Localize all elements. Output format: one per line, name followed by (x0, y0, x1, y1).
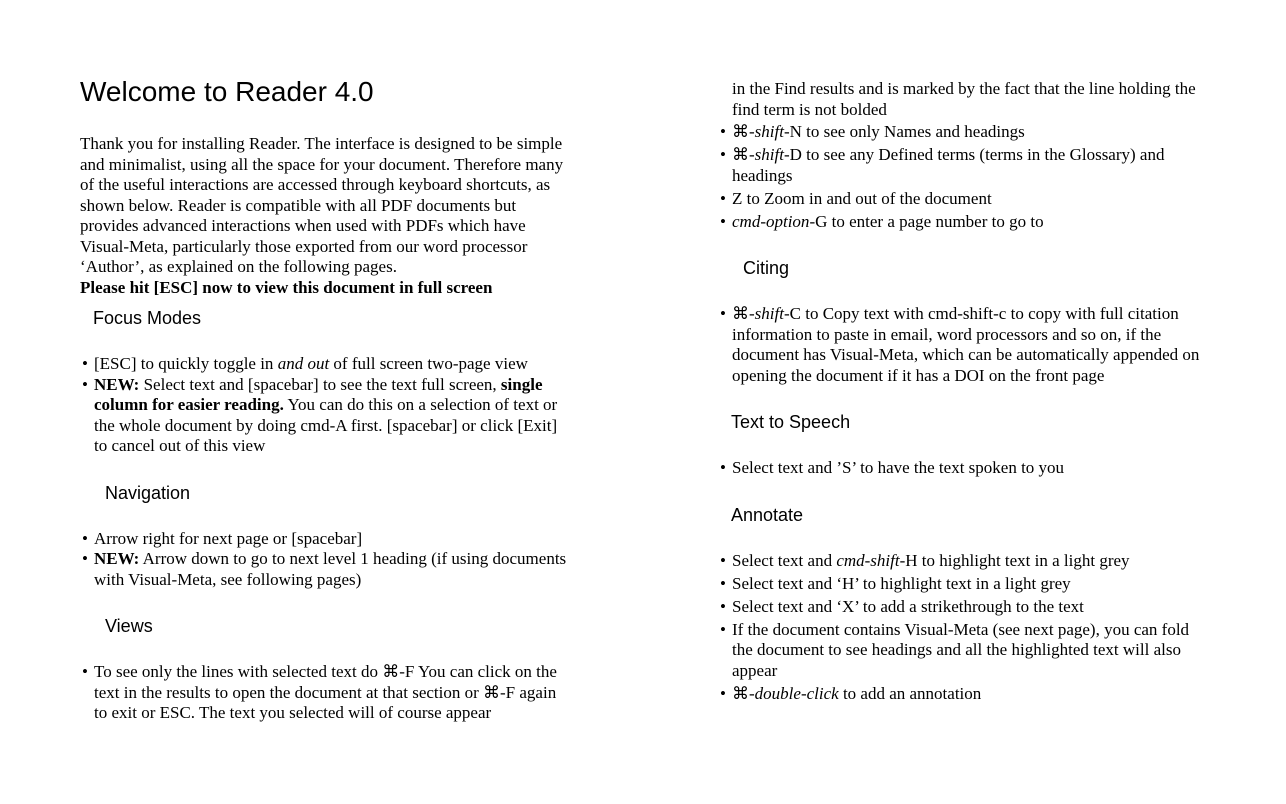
text-run: -G to enter a page number to go to (809, 211, 1044, 231)
list-item (718, 458, 1208, 479)
list-item (80, 529, 572, 550)
text-run: double-click (754, 683, 839, 703)
text-run: of full screen two-page view (329, 354, 528, 373)
bullet-icon: • (720, 458, 726, 477)
text-run: shift (754, 304, 784, 323)
bullet-list (80, 662, 572, 724)
text-run: Select text and [spacebar] to see the text full screen, (139, 374, 501, 394)
section-heading-citing: Citing (743, 258, 790, 278)
bullet-list (718, 458, 1208, 479)
bullet-icon: • (720, 596, 726, 616)
paragraph (80, 278, 572, 299)
continuation-paragraph (718, 79, 1208, 120)
bullet-icon: • (82, 528, 88, 548)
bullet-icon: • (720, 619, 726, 639)
bullet-icon: • (720, 573, 726, 593)
text-run: Select text and (732, 550, 837, 570)
document-title: Welcome to Reader 4.0 (80, 76, 374, 107)
list-item (718, 304, 1208, 386)
page-left (80, 0, 572, 804)
text-run: to add an annotation (838, 683, 982, 703)
text-run: ⌘- (732, 145, 755, 164)
list-item (80, 662, 572, 724)
section-heading-navigation: Navigation (105, 482, 191, 503)
list-item (718, 551, 1208, 572)
paragraph (80, 134, 572, 278)
text-run: You can do this on a selection of text or the whole document by doing cmd-A first. [spacebar] or click [Exit] to cancel out of this view (94, 395, 558, 455)
list-item (718, 597, 1208, 618)
text-run: -D to see any Defined terms (terms in the Glossary) and headings (732, 145, 1165, 185)
section-heading-annotate: Annotate (731, 504, 804, 525)
list-item (718, 189, 1208, 210)
text-run: in the Find results and is marked by the fact that the line holding the find term is not bolded (732, 79, 1196, 119)
text-run: ⌘- (732, 304, 755, 323)
text-run: ⌘- (732, 683, 755, 703)
bullet-icon: • (720, 188, 726, 208)
section-heading-views: Views (105, 616, 153, 636)
section-heading-text-to-speech: Text to Speech (731, 412, 851, 432)
bullet-icon: • (720, 211, 726, 231)
list-item (718, 620, 1208, 682)
text-run: and out (277, 354, 330, 373)
bullet-icon: • (720, 304, 726, 323)
text-run: NEW: (94, 549, 140, 568)
list-item (80, 375, 572, 457)
list-item (718, 122, 1208, 143)
bullet-icon: • (720, 122, 726, 141)
text-run: shift (754, 122, 784, 141)
bullet-icon: • (82, 354, 88, 373)
text-run: Select text and ‘H’ to highlight text in a light grey (732, 573, 1071, 593)
text-run: Select text and ’S’ to have the text spoken to you (732, 458, 1065, 477)
list-item (718, 574, 1208, 595)
list-item (718, 684, 1208, 705)
text-run: -C to Copy text with cmd-shift-c to copy with full citation information to paste in email, word processors and so on, if the document has Visual-Meta, which can be automatically appended on opening the document if it has a DOI on the front page (732, 304, 1200, 385)
text-run: -H to highlight text in a light grey (899, 550, 1130, 570)
list-item (80, 549, 572, 590)
text-run: If the document contains Visual-Meta (see next page), you can fold the document to see headings and all the highlighted text will also appear (732, 619, 1190, 680)
text-run: Arrow right for next page or [spacebar] (94, 528, 363, 548)
text-run: To see only the lines with selected text do ⌘-F You can click on the text in the results to open the document at that section or ⌘-F again to exit or ESC. The text you selected will of course appear (94, 662, 557, 722)
bullet-icon: • (82, 549, 88, 568)
bullet-list (80, 529, 572, 591)
bullet-icon: • (82, 374, 88, 394)
page-right (718, 0, 1208, 804)
list-item (718, 212, 1208, 233)
text-run: Z to Zoom in and out of the document (732, 188, 992, 208)
list-item (80, 354, 572, 375)
text-run: NEW: (94, 374, 140, 394)
list-item (718, 145, 1208, 186)
text-run: Select text and ‘X’ to add a strikethrough to the text (732, 596, 1084, 616)
bullet-list (80, 354, 572, 457)
bullet-list (718, 304, 1208, 386)
bullet-list (718, 551, 1208, 705)
text-run: cmd-shift (836, 550, 900, 570)
bullet-icon: • (720, 145, 726, 164)
text-run: -N to see only Names and headings (783, 122, 1025, 141)
bullet-icon: • (82, 662, 88, 681)
text-run: shift (754, 145, 784, 164)
text-run: [ESC] to quickly toggle in (94, 354, 278, 373)
bullet-list (718, 122, 1208, 232)
section-heading-focus-modes: Focus Modes (93, 308, 202, 328)
text-run: Arrow down to go to next level 1 heading (if using documents with Visual-Meta, see following pages) (94, 549, 567, 589)
text-run: Please hit [ESC] now to view this document in full screen (80, 277, 493, 297)
text-run: cmd-option (732, 211, 810, 231)
text-run: Thank you for installing Reader. The interface is designed to be simple and minimalist, using all the space for your document. Therefore many of the useful interactions are accessed through keyboard shortcuts, as shown below. Reader is compatible with all PDF documents but provides advanced interactions when used with PDFs which have Visual-Meta, particularly those exported from our word processor ‘Author’, as explained on the following pages. (80, 134, 564, 276)
bullet-icon: • (720, 550, 726, 570)
bullet-icon: • (720, 683, 726, 703)
text-run: single column for easier reading. (94, 374, 543, 414)
text-run: ⌘- (732, 122, 755, 141)
